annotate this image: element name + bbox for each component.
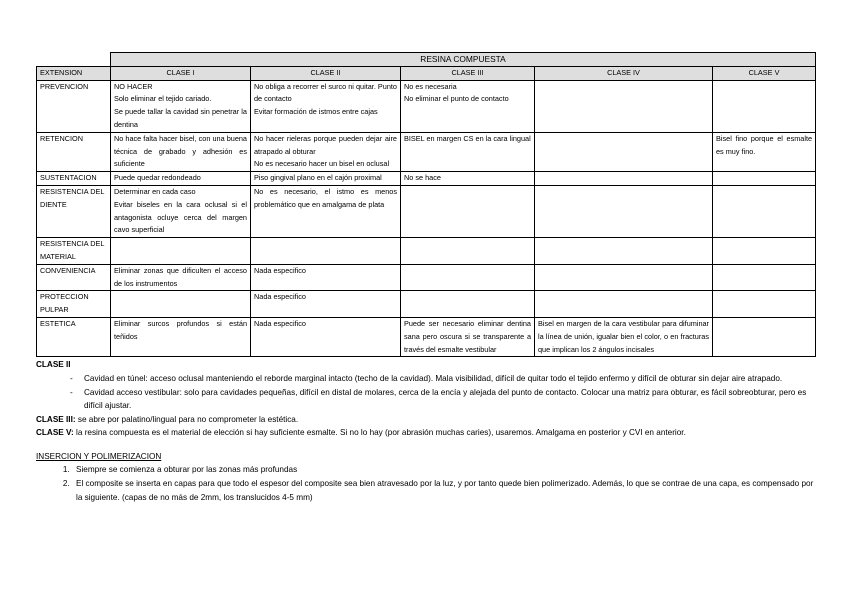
table-cell bbox=[251, 132, 401, 171]
column-header-clase-5: CLASE V bbox=[713, 66, 816, 80]
clase-3-label: CLASE III: bbox=[36, 414, 76, 424]
cell-line: Se puede tallar la cavidad sin penetrar la dentina bbox=[114, 107, 247, 129]
table-row bbox=[37, 291, 816, 318]
table-cell bbox=[535, 185, 713, 237]
table-cell bbox=[111, 172, 251, 186]
cell-line: Nada especifico bbox=[254, 265, 306, 275]
column-header-extension: EXTENSION bbox=[37, 66, 111, 80]
table-cell bbox=[251, 172, 401, 186]
row-label: CONVENIENCIA bbox=[37, 264, 111, 291]
table-header-main-row bbox=[37, 53, 816, 67]
cell-line: No es necesario hacer un bisel en oclusal bbox=[254, 159, 390, 169]
cell-line: Nada especifico bbox=[254, 318, 306, 328]
class-notes bbox=[36, 358, 816, 440]
table-cell bbox=[713, 264, 816, 291]
table-cell bbox=[401, 80, 535, 132]
table-cell bbox=[535, 172, 713, 186]
clase-2-title: CLASE II bbox=[36, 360, 71, 370]
cell-line: Evitar formación de istmos entre cajas bbox=[254, 107, 378, 117]
document-page bbox=[36, 52, 816, 504]
cell-line: No eliminar el punto de contacto bbox=[404, 94, 509, 104]
insercion-list bbox=[36, 463, 816, 504]
table-cell bbox=[401, 238, 535, 265]
list-item: 2. El composite se inserta en capas para que todo el espesor del composite sea bien atravesado por la luz, y por tanto quede bien polimerizado. Además, lo que se contrae de una capa, es compensado por la siguiente. (capas de no más de 2mm, los translucidos 4-5 mm) bbox=[72, 477, 816, 504]
table-row bbox=[37, 172, 816, 186]
column-header-clase-3: CLASE III bbox=[401, 66, 535, 80]
table-row bbox=[37, 317, 816, 356]
table-cell bbox=[535, 80, 713, 132]
table-cell bbox=[713, 132, 816, 171]
insercion-section bbox=[36, 450, 816, 504]
table-cell bbox=[111, 291, 251, 318]
table-cell bbox=[401, 317, 535, 356]
table-cell bbox=[251, 317, 401, 356]
table-cell bbox=[251, 238, 401, 265]
clase-3-text: se abre por palatino/lingual para no comprometer la estética. bbox=[75, 414, 299, 424]
cell-line: Puede quedar redondeado bbox=[114, 173, 201, 183]
table-cell bbox=[535, 317, 713, 356]
cell-line: No es necesaria bbox=[404, 81, 457, 91]
table-row bbox=[37, 132, 816, 171]
cell-line: BISEL en margen CS en la cara lingual bbox=[404, 133, 531, 143]
cell-line: No hace falta hacer bisel, con una buena técnica de grabado y adhesión es suficiente bbox=[114, 133, 247, 169]
column-header-clase-4: CLASE IV bbox=[535, 66, 713, 80]
cell-line: NO HACER bbox=[114, 81, 153, 91]
insercion-title: INSERCION Y POLIMERIZACION bbox=[36, 451, 162, 461]
cell-line: No hacer rieleras porque pueden dejar aire atrapado al obturar bbox=[254, 133, 397, 156]
table-cell bbox=[111, 238, 251, 265]
table-row bbox=[37, 264, 816, 291]
list-item: 1. Siempre se comienza a obturar por las zonas más profundas bbox=[72, 463, 816, 477]
table-cell bbox=[713, 185, 816, 237]
table-cell bbox=[535, 291, 713, 318]
row-label: PROTECCION PULPAR bbox=[37, 291, 111, 318]
cell-line: No obliga a recorrer el surco ni quitar. Punto de contacto bbox=[254, 81, 397, 104]
cell-line: Bisel fino porque el esmalte es muy fino. bbox=[716, 133, 813, 156]
row-label: RESISTENCIA DEL DIENTE bbox=[37, 185, 111, 237]
table-cell bbox=[713, 80, 816, 132]
table-row bbox=[37, 80, 816, 132]
table-cell bbox=[535, 238, 713, 265]
row-label: RETENCION bbox=[37, 132, 111, 171]
table-cell bbox=[111, 264, 251, 291]
clase-3-line bbox=[36, 413, 816, 427]
table-cell bbox=[251, 185, 401, 237]
table-cell bbox=[535, 264, 713, 291]
cell-line: Eliminar zonas que dificulten el acceso de los instrumentos bbox=[114, 265, 247, 288]
table-cell bbox=[111, 132, 251, 171]
table-cell bbox=[401, 264, 535, 291]
table-cell bbox=[401, 291, 535, 318]
table-cell bbox=[111, 185, 251, 237]
cell-line: Evitar biseles en la cara oclusal si el antagonista ocluye cerca del margen cavo superficial bbox=[114, 199, 247, 235]
cell-line: Nada especifico bbox=[254, 292, 306, 302]
table-cell bbox=[111, 317, 251, 356]
row-label: PREVENCION bbox=[37, 80, 111, 132]
column-header-clase-2: CLASE II bbox=[251, 66, 401, 80]
clase-2-list bbox=[36, 372, 816, 413]
table-cell bbox=[713, 238, 816, 265]
clase-5-text: la resina compuesta es el material de elección si hay suficiente esmalte. Si no lo hay (por abrasión muchas caries), usaremos. Amalgama en posterior y CVI en anterior. bbox=[73, 428, 686, 438]
table-cell bbox=[401, 185, 535, 237]
table-cell bbox=[401, 172, 535, 186]
cell-line: Solo eliminar el tejido cariado. bbox=[114, 94, 212, 104]
table-cell bbox=[111, 80, 251, 132]
cell-line: Eliminar surcos profundos si están teñidos bbox=[114, 318, 247, 341]
empty-corner-cell bbox=[37, 53, 111, 67]
table-cell bbox=[713, 291, 816, 318]
table-cell bbox=[713, 172, 816, 186]
column-header-clase-1: CLASE I bbox=[111, 66, 251, 80]
row-label: RESISTENCIA DEL MATERIAL bbox=[37, 238, 111, 265]
table-cell bbox=[251, 80, 401, 132]
composite-resin-table bbox=[36, 52, 816, 357]
row-label: SUSTENTACION bbox=[37, 172, 111, 186]
cell-line: Puede ser necesario eliminar dentina sana pero oscura si se transparente a través del esmalte vestibular bbox=[404, 318, 531, 354]
row-label: ESTETICA bbox=[37, 317, 111, 356]
list-item: - Cavidad en túnel: acceso oclusal manteniendo el reborde marginal intacto (techo de la cavidad). Mala visibilidad, difícil de quitar todo el tejido enfermo y difícil de obturar sin dejar aire atrapado. bbox=[70, 372, 816, 386]
table-cell bbox=[251, 264, 401, 291]
cell-line: Bisel en margen de la cara vestibular para difuminar la línea de unión, igualar bien el color, o en fracturas que implican los 2 ángulos incisales bbox=[538, 318, 709, 354]
table-cell bbox=[251, 291, 401, 318]
cell-line: Piso gingival plano en el cajón proximal bbox=[254, 173, 382, 183]
table-cell bbox=[535, 132, 713, 171]
cell-line: No es necesario, el istmo es menos problemático que en amalgama de plata bbox=[254, 186, 397, 209]
table-row bbox=[37, 185, 816, 237]
clase-5-line bbox=[36, 426, 816, 440]
cell-line: No se hace bbox=[404, 173, 441, 183]
cell-line: Determinar en cada caso bbox=[114, 186, 196, 196]
table-row bbox=[37, 238, 816, 265]
table-cell bbox=[401, 132, 535, 171]
clase-5-label: CLASE V: bbox=[36, 428, 74, 438]
resina-compuesta-header: RESINA COMPUESTA bbox=[111, 53, 816, 67]
table-cell bbox=[713, 317, 816, 356]
table-column-header-row bbox=[37, 66, 816, 80]
list-item: - Cavidad acceso vestibular: solo para cavidades pequeñas, difícil en distal de molares, cerca de la encía y alejada del punto de contacto. Colocar una matriz para obturar, es fácil sobreobturar, pero es difícil ajustar. bbox=[70, 386, 816, 413]
